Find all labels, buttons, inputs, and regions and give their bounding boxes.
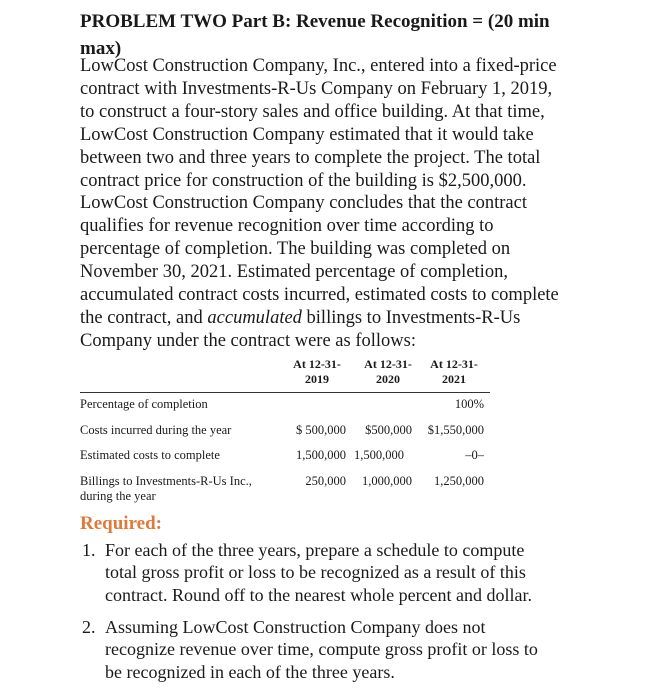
- table-divider: [80, 392, 490, 393]
- title-line-2: max): [80, 38, 122, 59]
- list-line: contract. Round off to the nearest whole percent and dollar.: [105, 584, 533, 605]
- paragraph-line: contract price for construction of the building is $2,500,000.: [80, 170, 527, 191]
- row-label-line: Billings to Investments-R-Us Inc.,: [80, 474, 252, 488]
- table-cell: $ 500,000: [296, 423, 346, 437]
- paragraph-line: LowCost Construction Company, Inc., entered into a fixed-price: [80, 56, 557, 76]
- row-label-line: during the year: [80, 489, 156, 503]
- paragraph-line: Company under the contract were as follows:: [80, 330, 416, 351]
- list-line: recognize revenue over time, compute gross profit or loss to: [105, 639, 538, 660]
- column-header-line: At 12-31-: [364, 357, 412, 371]
- paragraph-line: contract with Investments-R-Us Company on February 1, 2019,: [80, 78, 553, 99]
- list-text: [105, 539, 532, 606]
- table-cell: –0–: [465, 448, 484, 462]
- paragraph-line: LowCost Construction Company estimated that it would take: [80, 124, 534, 145]
- column-header-2021: [416, 357, 492, 387]
- column-header-line: At 12-31-: [293, 357, 341, 371]
- paragraph-line: accumulated contract costs incurred, estimated costs to complete: [80, 285, 559, 306]
- paragraph-line: percentage of completion. The building was completed on: [80, 239, 511, 260]
- paragraph-text: the contract, and: [80, 307, 208, 328]
- table-cell: 1,500,000: [296, 448, 346, 462]
- column-header-year: 2019: [305, 372, 329, 386]
- paragraph-line: [80, 307, 640, 330]
- table-cell: $500,000: [365, 423, 412, 437]
- list-number: 2.: [82, 617, 96, 637]
- row-label-billings: [80, 474, 252, 504]
- column-header-year: 2020: [376, 372, 400, 386]
- column-header-year: 2021: [442, 372, 466, 386]
- column-header-2020: [350, 357, 426, 387]
- table-cell: 1,500,000: [354, 448, 404, 462]
- table-cell: $1,550,000: [427, 423, 484, 437]
- table-cell: 250,000: [305, 474, 346, 488]
- table-cell: 1,250,000: [434, 474, 484, 488]
- column-header-2019: [279, 357, 355, 387]
- list-line: total gross profit or loss to be recognized as a result of this: [105, 562, 526, 583]
- column-header-line: At 12-31-: [430, 357, 478, 371]
- row-label-estimated-costs: Estimated costs to complete: [80, 448, 220, 462]
- list-line: Assuming LowCost Construction Company does not: [105, 617, 486, 637]
- paragraph-line: LowCost Construction Company concludes that the contract: [80, 193, 527, 214]
- paragraph-line: between two and three years to complete the project. The total: [80, 147, 541, 168]
- required-heading: Required:: [80, 513, 162, 534]
- paragraph-line: qualifies for revenue recognition over time according to: [80, 216, 494, 237]
- paragraph-line: to construct a four-story sales and office building. At that time,: [80, 101, 545, 122]
- table-cell: 1,000,000: [362, 474, 412, 488]
- list-line: be recognized in each of the three years.: [105, 661, 395, 682]
- problem-title: [80, 8, 600, 62]
- row-label-costs-incurred: Costs incurred during the year: [80, 423, 232, 437]
- problem-description: [80, 55, 640, 353]
- list-line: For each of the three years, prepare a schedule to compute: [105, 540, 525, 560]
- paragraph-line: November 30, 2021. Estimated percentage of completion,: [80, 262, 508, 283]
- emphasis-accumulated: accumulated: [207, 307, 302, 328]
- table-cell: 100%: [454, 397, 484, 411]
- list-number: 1.: [82, 540, 96, 560]
- paragraph-text: billings to Investments-R-Us: [301, 307, 521, 328]
- title-line-1: PROBLEM TWO Part B: Revenue Recognition = (20 min: [80, 11, 550, 32]
- list-text: [105, 616, 538, 683]
- row-label-percentage: Percentage of completion: [80, 397, 208, 411]
